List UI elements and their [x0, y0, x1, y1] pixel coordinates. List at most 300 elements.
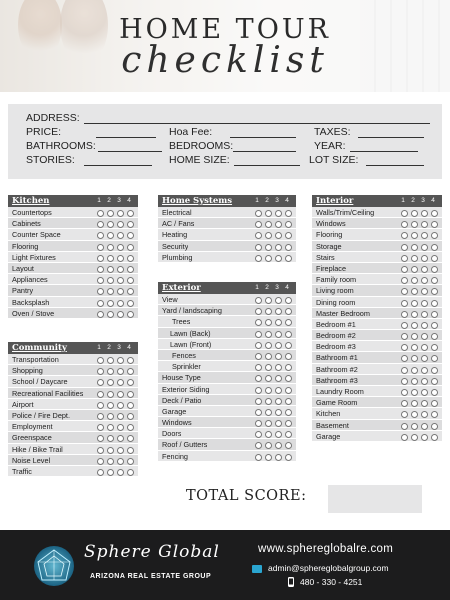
checklist-row [8, 274, 138, 285]
rating-circle[interactable] [117, 368, 124, 375]
rating-circle[interactable] [285, 442, 292, 449]
rating-circle[interactable] [127, 469, 134, 476]
rating-circle[interactable] [431, 378, 438, 385]
rating-circle[interactable] [431, 400, 438, 407]
rating-circle[interactable] [255, 387, 262, 394]
rating-circle[interactable] [117, 277, 124, 284]
rating-circle[interactable] [285, 210, 292, 217]
rating-circle[interactable] [421, 423, 428, 430]
rating-circle[interactable] [411, 333, 418, 340]
rating-circle[interactable] [107, 368, 114, 375]
checklist-item-label: Traffic [12, 466, 32, 476]
rating-circle[interactable] [255, 297, 262, 304]
stories-field[interactable] [84, 165, 152, 166]
rating-circle[interactable] [411, 322, 418, 329]
rating-circle[interactable] [265, 210, 272, 217]
rating-circle[interactable] [275, 454, 282, 461]
rating-circle[interactable] [431, 434, 438, 441]
rating-circle[interactable] [401, 210, 408, 217]
rating-circle[interactable] [411, 288, 418, 295]
rating-circle[interactable] [285, 431, 292, 438]
rating-circle[interactable] [265, 420, 272, 427]
rating-circle[interactable] [285, 364, 292, 371]
rating-circle[interactable] [255, 375, 262, 382]
rating-circle[interactable] [275, 319, 282, 326]
rating-circle[interactable] [97, 447, 104, 454]
rating-circle[interactable] [401, 389, 408, 396]
rating-circle[interactable] [107, 300, 114, 307]
bedrooms-field[interactable] [233, 151, 296, 152]
rating-circle[interactable] [255, 353, 262, 360]
rating-circle[interactable] [421, 400, 428, 407]
rating-circle[interactable] [265, 308, 272, 315]
rating-circle[interactable] [107, 447, 114, 454]
rating-circle[interactable] [421, 311, 428, 318]
rating-circle[interactable] [97, 368, 104, 375]
rating-circle[interactable] [285, 420, 292, 427]
rating-circle[interactable] [275, 297, 282, 304]
rating-circle[interactable] [285, 353, 292, 360]
rating-circle[interactable] [265, 398, 272, 405]
checklist-item-label: Flooring [316, 230, 343, 240]
rating-scale-number: 2 [265, 284, 269, 291]
rating-circle[interactable] [117, 311, 124, 318]
rating-circle[interactable] [255, 398, 262, 405]
rating-circle[interactable] [97, 469, 104, 476]
rating-circle[interactable] [107, 266, 114, 273]
checklist-item-label: Dining room [316, 297, 356, 307]
rating-circle[interactable] [401, 232, 408, 239]
rating-circle[interactable] [107, 311, 114, 318]
rating-circle[interactable] [117, 413, 124, 420]
rating-circle[interactable] [411, 367, 418, 374]
rating-circle[interactable] [97, 413, 104, 420]
rating-circle[interactable] [275, 398, 282, 405]
hoa-fee-label: Hoa Fee: [169, 126, 213, 138]
rating-circle[interactable] [127, 447, 134, 454]
checklist-row [312, 375, 442, 386]
rating-circle[interactable] [255, 342, 262, 349]
rating-circle[interactable] [411, 300, 418, 307]
exterior-section [158, 282, 296, 462]
rating-circle[interactable] [127, 300, 134, 307]
taxes-field[interactable] [358, 137, 424, 138]
rating-circle[interactable] [127, 391, 134, 398]
rating-circle[interactable] [285, 255, 292, 262]
rating-circle[interactable] [97, 255, 104, 262]
rating-circle[interactable] [97, 379, 104, 386]
rating-circle[interactable] [285, 308, 292, 315]
rating-circle[interactable] [255, 431, 262, 438]
rating-circle[interactable] [421, 288, 428, 295]
rating-circle[interactable] [431, 244, 438, 251]
rating-circle[interactable] [117, 379, 124, 386]
rating-circle[interactable] [107, 391, 114, 398]
rating-circle[interactable] [421, 434, 428, 441]
rating-circle[interactable] [127, 244, 134, 251]
rating-circle[interactable] [401, 300, 408, 307]
rating-circle[interactable] [127, 424, 134, 431]
rating-circle[interactable] [255, 454, 262, 461]
rating-scale-number: 3 [275, 197, 279, 204]
rating-circle[interactable] [411, 255, 418, 262]
page-title: HOME TOUR [119, 14, 331, 45]
rating-circle[interactable] [127, 266, 134, 273]
rating-circle[interactable] [127, 458, 134, 465]
year-label: YEAR: [314, 140, 346, 152]
rating-circle[interactable] [127, 402, 134, 409]
rating-circle[interactable] [275, 232, 282, 239]
rating-scale [94, 195, 134, 207]
rating-circle[interactable] [255, 319, 262, 326]
rating-circle[interactable] [421, 355, 428, 362]
checklist-row [8, 466, 138, 477]
rating-circle[interactable] [401, 423, 408, 430]
rating-circle[interactable] [431, 221, 438, 228]
rating-circle[interactable] [127, 357, 134, 364]
rating-circle[interactable] [421, 300, 428, 307]
rating-circle[interactable] [421, 322, 428, 329]
rating-circle[interactable] [411, 244, 418, 251]
rating-circle[interactable] [97, 300, 104, 307]
rating-circle[interactable] [97, 357, 104, 364]
rating-circle[interactable] [285, 375, 292, 382]
rating-circle[interactable] [275, 255, 282, 262]
rating-circle[interactable] [411, 344, 418, 351]
rating-circle[interactable] [431, 423, 438, 430]
rating-circle[interactable] [275, 387, 282, 394]
rating-circle[interactable] [265, 244, 272, 251]
rating-circle[interactable] [265, 375, 272, 382]
rating-circle[interactable] [265, 454, 272, 461]
rating-circle[interactable] [265, 353, 272, 360]
rating-circle[interactable] [401, 221, 408, 228]
checklist-item-label: Deck / Patio [162, 395, 202, 405]
rating-circle[interactable] [411, 221, 418, 228]
year-field[interactable] [350, 151, 418, 152]
rating-circle[interactable] [401, 378, 408, 385]
rating-circle[interactable] [117, 300, 124, 307]
rating-circle[interactable] [107, 424, 114, 431]
rating-circle[interactable] [255, 232, 262, 239]
rating-circle[interactable] [401, 355, 408, 362]
rating-circle[interactable] [107, 288, 114, 295]
rating-circle[interactable] [285, 387, 292, 394]
checklist-item-label: View [162, 295, 178, 304]
rating-circle[interactable] [255, 420, 262, 427]
rating-circle[interactable] [117, 244, 124, 251]
rating-circle[interactable] [411, 266, 418, 273]
price-field[interactable] [96, 137, 156, 138]
rating-circle[interactable] [255, 221, 262, 228]
rating-circle[interactable] [275, 442, 282, 449]
rating-circle[interactable] [265, 297, 272, 304]
rating-scale-number: 3 [117, 344, 121, 351]
rating-circle[interactable] [431, 333, 438, 340]
phone-number[interactable]: 480 - 330 - 4251 [300, 577, 363, 587]
rating-circle[interactable] [421, 210, 428, 217]
checklist-row [312, 397, 442, 408]
rating-circle[interactable] [285, 454, 292, 461]
rating-circle[interactable] [411, 411, 418, 418]
rating-circle[interactable] [421, 244, 428, 251]
rating-circle[interactable] [431, 389, 438, 396]
lot-size-field[interactable] [366, 165, 424, 166]
rating-circle[interactable] [97, 424, 104, 431]
rating-circle[interactable] [411, 210, 418, 217]
rating-circle[interactable] [431, 311, 438, 318]
rating-circle[interactable] [127, 435, 134, 442]
rating-circle[interactable] [265, 442, 272, 449]
rating-circle[interactable] [255, 442, 262, 449]
rating-circle[interactable] [401, 400, 408, 407]
rating-circle[interactable] [421, 389, 428, 396]
rating-circle[interactable] [421, 367, 428, 374]
rating-circle[interactable] [117, 221, 124, 228]
rating-circle[interactable] [401, 434, 408, 441]
rating-circle[interactable] [431, 210, 438, 217]
rating-circle[interactable] [285, 398, 292, 405]
rating-circle[interactable] [107, 469, 114, 476]
rating-circle[interactable] [117, 391, 124, 398]
rating-circle[interactable] [401, 311, 408, 318]
rating-circle[interactable] [107, 221, 114, 228]
rating-circle[interactable] [117, 266, 124, 273]
rating-scale-number: 2 [265, 197, 269, 204]
rating-circle[interactable] [401, 344, 408, 351]
rating-circle[interactable] [421, 255, 428, 262]
rating-circle[interactable] [431, 300, 438, 307]
rating-circle[interactable] [275, 420, 282, 427]
rating-circle[interactable] [421, 333, 428, 340]
rating-circle[interactable] [421, 277, 428, 284]
rating-circle[interactable] [275, 409, 282, 416]
rating-circle[interactable] [97, 244, 104, 251]
rating-circle[interactable] [431, 322, 438, 329]
checklist-row [8, 241, 138, 252]
rating-circle[interactable] [285, 221, 292, 228]
rating-circle[interactable] [421, 232, 428, 239]
rating-circle[interactable] [117, 447, 124, 454]
rating-circle[interactable] [275, 331, 282, 338]
rating-circle[interactable] [265, 255, 272, 262]
bathrooms-field[interactable] [98, 151, 162, 152]
rating-circle[interactable] [285, 342, 292, 349]
rating-circle[interactable] [107, 277, 114, 284]
rating-circle[interactable] [97, 210, 104, 217]
rating-scale-number: 1 [255, 284, 259, 291]
rating-circle[interactable] [107, 255, 114, 262]
rating-circle[interactable] [275, 364, 282, 371]
rating-circle[interactable] [97, 266, 104, 273]
rating-circle[interactable] [421, 378, 428, 385]
rating-circle[interactable] [421, 344, 428, 351]
rating-circle[interactable] [401, 244, 408, 251]
rating-circle[interactable] [411, 232, 418, 239]
rating-circle[interactable] [265, 431, 272, 438]
rating-circle[interactable] [275, 210, 282, 217]
checklist-row [312, 341, 442, 352]
rating-circle[interactable] [117, 435, 124, 442]
checklist-row [158, 218, 296, 229]
checklist-item-label: Cabinets [12, 219, 41, 229]
rating-circle[interactable] [127, 277, 134, 284]
rating-circle[interactable] [107, 413, 114, 420]
rating-circle[interactable] [255, 409, 262, 416]
checklist-item-label: Heating [162, 230, 188, 240]
rating-circle[interactable] [127, 232, 134, 239]
rating-circle[interactable] [127, 413, 134, 420]
rating-circle[interactable] [97, 277, 104, 284]
rating-circle[interactable] [411, 434, 418, 441]
rating-circle[interactable] [275, 244, 282, 251]
rating-circle[interactable] [107, 210, 114, 217]
rating-circle[interactable] [107, 435, 114, 442]
rating-circle[interactable] [127, 311, 134, 318]
rating-circle[interactable] [431, 266, 438, 273]
rating-circle[interactable] [107, 232, 114, 239]
rating-circle[interactable] [97, 221, 104, 228]
rating-circle[interactable] [285, 331, 292, 338]
rating-circle[interactable] [265, 342, 272, 349]
rating-circle[interactable] [107, 357, 114, 364]
rating-circle[interactable] [127, 288, 134, 295]
rating-circle[interactable] [421, 221, 428, 228]
interior-header [312, 195, 442, 207]
rating-circle[interactable] [97, 391, 104, 398]
rating-circle[interactable] [265, 387, 272, 394]
rating-circle[interactable] [431, 411, 438, 418]
rating-circle[interactable] [117, 232, 124, 239]
rating-circle[interactable] [431, 367, 438, 374]
checklist-item-label: Fences [172, 350, 196, 360]
rating-circle[interactable] [255, 331, 262, 338]
home-size-field[interactable] [234, 165, 300, 166]
website-link[interactable]: www.sphereglobalre.com [258, 543, 394, 555]
total-score-input[interactable] [328, 485, 422, 513]
rating-circle[interactable] [265, 331, 272, 338]
rating-circle[interactable] [431, 288, 438, 295]
rating-circle[interactable] [411, 400, 418, 407]
checklist-row [158, 406, 296, 417]
rating-circle[interactable] [285, 232, 292, 239]
rating-scale [252, 195, 292, 207]
rating-circle[interactable] [127, 210, 134, 217]
rating-circle[interactable] [117, 402, 124, 409]
address-field[interactable] [84, 123, 430, 124]
rating-circle[interactable] [97, 232, 104, 239]
rating-circle[interactable] [117, 458, 124, 465]
checklist-item-label: Recreational Facilities [12, 388, 84, 398]
rating-circle[interactable] [97, 311, 104, 318]
rating-circle[interactable] [275, 375, 282, 382]
rating-circle[interactable] [401, 367, 408, 374]
checklist-row [158, 395, 296, 406]
rating-circle[interactable] [117, 424, 124, 431]
rating-circle[interactable] [401, 255, 408, 262]
rating-circle[interactable] [401, 288, 408, 295]
rating-circle[interactable] [265, 221, 272, 228]
rating-circle[interactable] [117, 210, 124, 217]
rating-circle[interactable] [431, 255, 438, 262]
rating-circle[interactable] [265, 232, 272, 239]
rating-circle[interactable] [401, 411, 408, 418]
rating-circle[interactable] [275, 342, 282, 349]
rating-circle[interactable] [431, 232, 438, 239]
rating-circle[interactable] [97, 402, 104, 409]
rating-circle[interactable] [421, 266, 428, 273]
checklist-item-label: Light Fixtures [12, 252, 56, 262]
rating-circle[interactable] [411, 423, 418, 430]
rating-circle[interactable] [127, 379, 134, 386]
rating-circle[interactable] [431, 277, 438, 284]
hoa-fee-field[interactable] [230, 137, 296, 138]
rating-circle[interactable] [431, 355, 438, 362]
rating-circle[interactable] [401, 266, 408, 273]
rating-circle[interactable] [255, 308, 262, 315]
rating-circle[interactable] [117, 288, 124, 295]
rating-circle[interactable] [275, 221, 282, 228]
section-title: Interior [316, 196, 354, 206]
email-link[interactable]: admin@sphereglobalgroup.com [268, 563, 389, 573]
rating-circle[interactable] [127, 221, 134, 228]
rating-circle[interactable] [285, 319, 292, 326]
rating-circle[interactable] [401, 277, 408, 284]
rating-circle[interactable] [275, 308, 282, 315]
checklist-row [158, 339, 296, 350]
rating-circle[interactable] [265, 364, 272, 371]
rating-circle[interactable] [117, 469, 124, 476]
rating-circle[interactable] [97, 458, 104, 465]
checklist-row [158, 361, 296, 372]
rating-circle[interactable] [107, 244, 114, 251]
rating-circle[interactable] [285, 297, 292, 304]
rating-circle[interactable] [421, 411, 428, 418]
rating-circle[interactable] [255, 364, 262, 371]
rating-circle[interactable] [411, 311, 418, 318]
rating-circle[interactable] [255, 210, 262, 217]
rating-circle[interactable] [97, 288, 104, 295]
rating-circle[interactable] [127, 255, 134, 262]
rating-circle[interactable] [411, 277, 418, 284]
rating-circle[interactable] [411, 355, 418, 362]
rating-circle[interactable] [107, 402, 114, 409]
rating-circle[interactable] [107, 379, 114, 386]
rating-circle[interactable] [285, 409, 292, 416]
rating-circle[interactable] [265, 319, 272, 326]
rating-circle[interactable] [411, 378, 418, 385]
rating-circle[interactable] [411, 389, 418, 396]
rating-circle[interactable] [127, 368, 134, 375]
rating-circle[interactable] [285, 244, 292, 251]
rating-circle[interactable] [275, 431, 282, 438]
rating-circle[interactable] [107, 458, 114, 465]
rating-circle[interactable] [275, 353, 282, 360]
rating-circle[interactable] [117, 357, 124, 364]
rating-circle[interactable] [401, 333, 408, 340]
rating-circle[interactable] [431, 344, 438, 351]
rating-circle[interactable] [265, 409, 272, 416]
rating-circle[interactable] [255, 244, 262, 251]
rating-circle[interactable] [255, 255, 262, 262]
address-label: ADDRESS: [26, 112, 80, 124]
rating-circle[interactable] [401, 322, 408, 329]
rating-circle[interactable] [97, 435, 104, 442]
checklist-row [312, 319, 442, 330]
rating-circle[interactable] [117, 255, 124, 262]
checklist-row [312, 274, 442, 285]
checklist-item-label: Counter Space [12, 230, 61, 240]
